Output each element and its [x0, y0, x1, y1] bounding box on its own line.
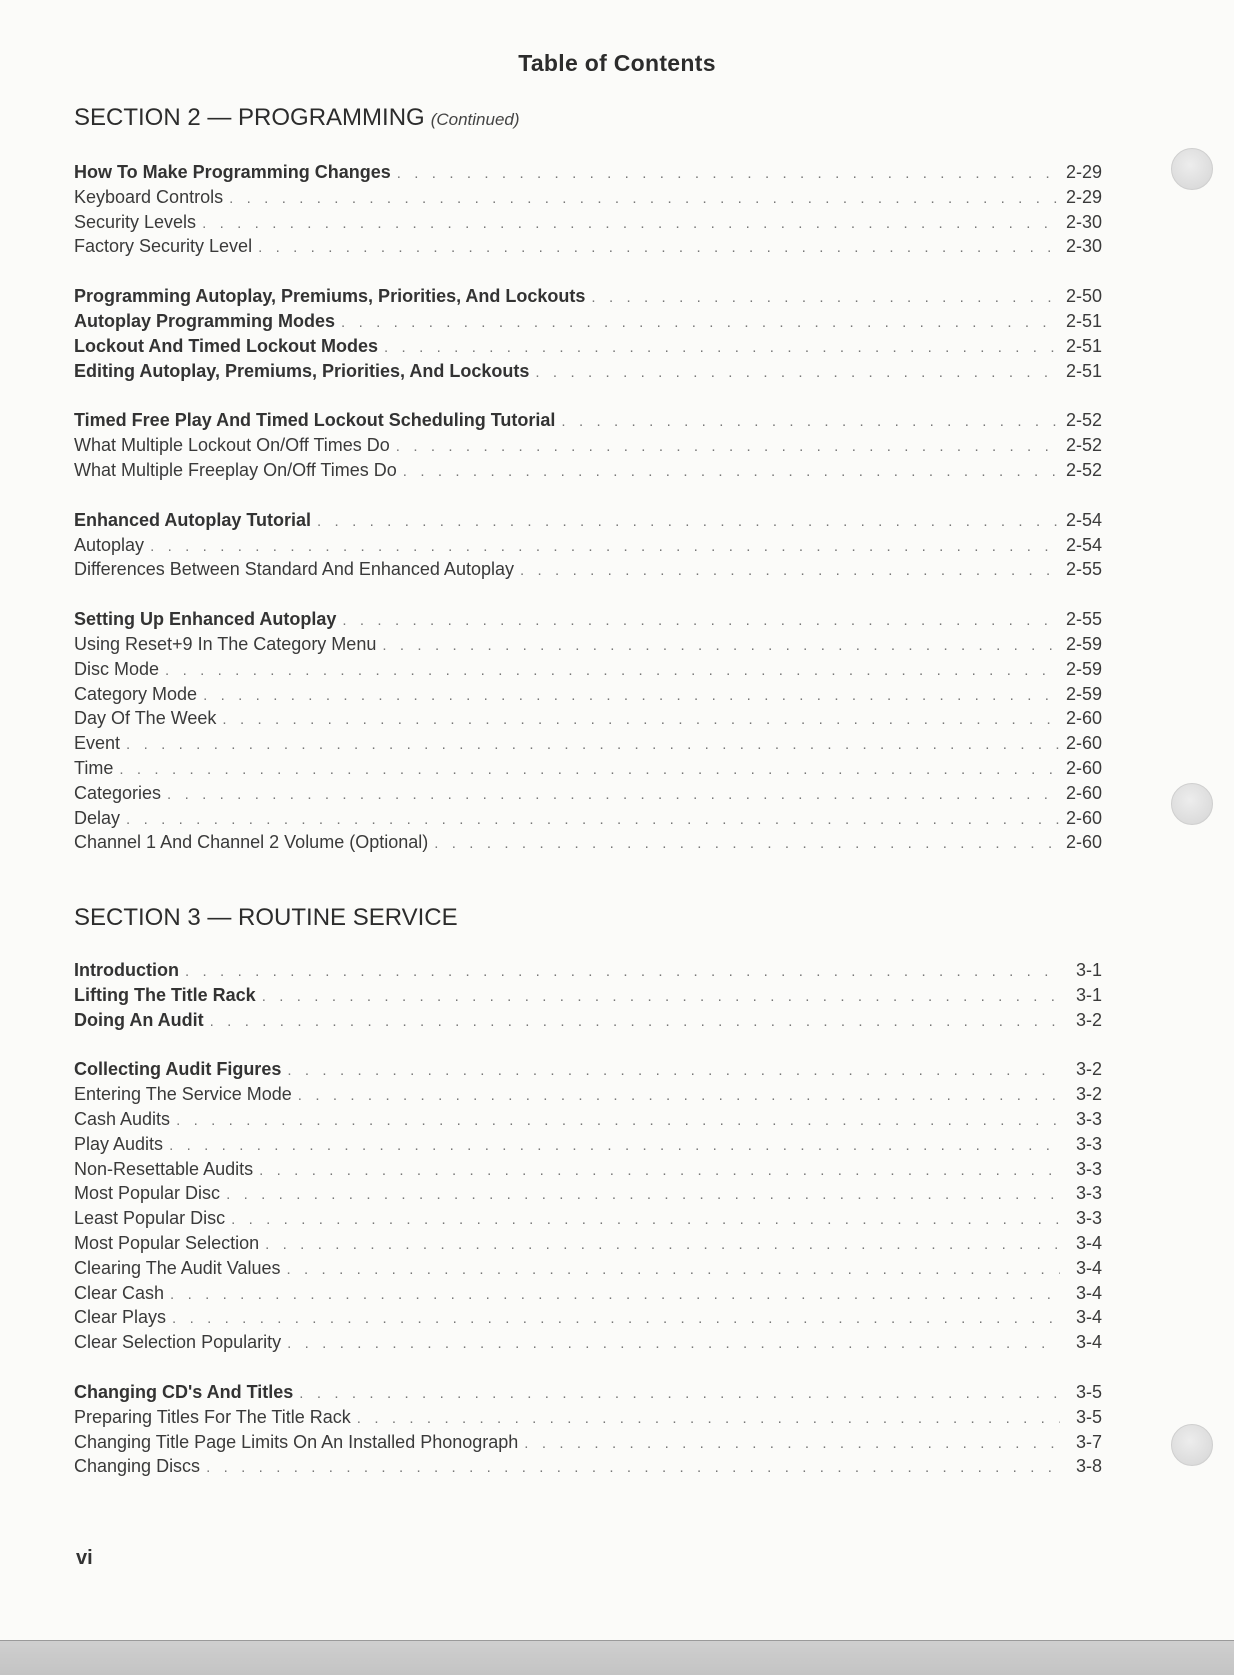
toc-entry-label: Event: [74, 733, 121, 754]
toc-entry-page: 3-4: [1075, 1232, 1102, 1253]
toc-entry-page: 2-55: [1065, 609, 1102, 630]
toc-entry-page: 2-55: [1065, 559, 1102, 580]
dot-leader: [229, 187, 1060, 212]
toc-entry-label: Channel 1 And Channel 2 Volume (Optional): [74, 832, 429, 853]
toc-entry[interactable]: [74, 160, 1102, 185]
toc-entry-label: Non-Resettable Audits: [74, 1158, 254, 1179]
dot-leader: [206, 1456, 1060, 1481]
dot-leader: [434, 832, 1060, 857]
toc-entry-label: What Multiple Lockout On/Off Times Do: [74, 435, 390, 456]
dot-leader: [165, 659, 1060, 684]
toc-group: [74, 958, 1102, 1032]
toc-group: [74, 1380, 1102, 1479]
toc-entry-page: 2-52: [1065, 459, 1102, 480]
toc-entry-label: Editing Autoplay, Premiums, Priorities, And Lockouts: [74, 360, 530, 381]
toc-entry-label: Preparing Titles For The Title Rack: [74, 1406, 351, 1427]
toc-entry-page: 3-2: [1075, 1084, 1102, 1105]
dot-leader: [384, 336, 1060, 361]
dot-leader: [262, 985, 1060, 1010]
toc-entry[interactable]: [74, 408, 1102, 433]
toc-entry[interactable]: [74, 1281, 1102, 1306]
toc-entry[interactable]: [74, 210, 1102, 235]
toc-entry[interactable]: [74, 1157, 1102, 1182]
toc-entry-label: Programming Autoplay, Premiums, Priorities, And Lockouts: [74, 286, 586, 307]
toc-entry[interactable]: [74, 1008, 1102, 1033]
toc-group: [74, 408, 1102, 482]
dot-leader: [591, 286, 1060, 311]
dot-leader: [202, 212, 1060, 237]
dot-leader: [341, 311, 1060, 336]
toc-entry[interactable]: [74, 433, 1102, 458]
toc-entry-page: 2-52: [1065, 435, 1102, 456]
toc-entry[interactable]: [74, 1430, 1102, 1455]
toc-entry-label: Clear Cash: [74, 1282, 165, 1303]
punch-hole-bottom: [1171, 1424, 1213, 1466]
toc-entry[interactable]: [74, 657, 1102, 682]
dot-leader: [126, 733, 1060, 758]
toc-entry[interactable]: [74, 983, 1102, 1008]
toc-entry-label: Changing Discs: [74, 1456, 201, 1477]
dot-leader: [342, 609, 1060, 634]
toc-group: [74, 1057, 1102, 1355]
toc-entry-label: Time: [74, 757, 114, 778]
toc-entry[interactable]: [74, 1132, 1102, 1157]
toc-entry-page: 2-59: [1065, 633, 1102, 654]
toc-entry[interactable]: [74, 1405, 1102, 1430]
section-3-toc: [74, 958, 1102, 1504]
section-3-title: SECTION 3 — ROUTINE SERVICE: [74, 904, 458, 931]
toc-entry-page: 3-3: [1075, 1183, 1102, 1204]
dot-leader: [203, 684, 1060, 709]
toc-entry[interactable]: [74, 458, 1102, 483]
toc-entry-page: 3-5: [1075, 1381, 1102, 1402]
dot-leader: [286, 1258, 1060, 1283]
toc-entry-label: Clear Selection Popularity: [74, 1332, 282, 1353]
toc-entry[interactable]: [74, 632, 1102, 657]
toc-entry-page: 2-60: [1065, 757, 1102, 778]
toc-entry-page: 2-52: [1065, 410, 1102, 431]
toc-entry-page: 3-3: [1075, 1158, 1102, 1179]
page-number: vi: [76, 1547, 93, 1569]
toc-entry[interactable]: [74, 1330, 1102, 1355]
toc-entry[interactable]: [74, 185, 1102, 210]
toc-entry-label: Changing Title Page Limits On An Installed Phonograph: [74, 1431, 519, 1452]
toc-entry[interactable]: [74, 1107, 1102, 1132]
toc-entry[interactable]: [74, 706, 1102, 731]
toc-entry-page: 2-60: [1065, 832, 1102, 853]
toc-entry[interactable]: [74, 1082, 1102, 1107]
dot-leader: [317, 510, 1060, 535]
toc-entry-label: Disc Mode: [74, 658, 160, 679]
toc-entry-page: 3-4: [1075, 1257, 1102, 1278]
toc-entry-page: 3-1: [1075, 984, 1102, 1005]
toc-entry-label: Delay: [74, 807, 121, 828]
section-2-title: SECTION 2 — PROGRAMMING: [74, 104, 425, 131]
toc-entry-label: Autoplay: [74, 534, 145, 555]
toc-entry-label: Entering The Service Mode: [74, 1084, 292, 1105]
dot-leader: [357, 1407, 1060, 1432]
toc-group: [74, 284, 1102, 383]
toc-group: [74, 160, 1102, 259]
toc-entry-page: 3-3: [1075, 1208, 1102, 1229]
dot-leader: [119, 758, 1060, 783]
dot-leader: [172, 1307, 1060, 1332]
toc-entry[interactable]: [74, 731, 1102, 756]
toc-entry-page: 3-4: [1075, 1307, 1102, 1328]
toc-entry-label: Cash Audits: [74, 1108, 171, 1129]
toc-entry-label: Lifting The Title Rack: [74, 984, 256, 1005]
dot-leader: [150, 535, 1060, 560]
toc-entry-label: Least Popular Disc: [74, 1208, 226, 1229]
toc-entry-label: How To Make Programming Changes: [74, 162, 391, 182]
toc-entry[interactable]: [74, 234, 1102, 259]
dot-leader: [382, 634, 1060, 659]
toc-entry-label: Clearing The Audit Values: [74, 1257, 281, 1278]
toc-entry-label: Day Of The Week: [74, 708, 217, 729]
toc-entry-page: 3-1: [1075, 960, 1102, 980]
toc-entry[interactable]: [74, 334, 1102, 359]
dot-leader: [403, 460, 1060, 485]
toc-entry-label: Autoplay Programming Modes: [74, 310, 336, 331]
dot-leader: [231, 1208, 1060, 1233]
page-title: Table of Contents: [518, 50, 716, 76]
section-2-toc: [74, 160, 1102, 880]
toc-entry-label: Clear Plays: [74, 1307, 167, 1328]
toc-entry-label: Categories: [74, 782, 162, 803]
section-3-heading: [74, 904, 458, 932]
toc-entry-label: Collecting Audit Figures: [74, 1059, 282, 1080]
toc-entry-label: Changing CD's And Titles: [74, 1381, 294, 1402]
toc-entry-label: Doing An Audit: [74, 1009, 204, 1030]
toc-entry-page: 3-3: [1075, 1108, 1102, 1129]
toc-entry-page: 2-50: [1065, 286, 1102, 307]
dot-leader: [210, 1010, 1060, 1035]
dot-leader: [287, 1332, 1060, 1357]
toc-entry-page: 2-60: [1065, 733, 1102, 754]
dot-leader: [176, 1109, 1060, 1134]
toc-entry-label: Keyboard Controls: [74, 186, 224, 207]
toc-entry-label: Enhanced Autoplay Tutorial: [74, 509, 312, 530]
toc-entry[interactable]: [74, 958, 1102, 983]
toc-entry[interactable]: [74, 284, 1102, 309]
toc-entry-page: 2-59: [1065, 683, 1102, 704]
dot-leader: [298, 1084, 1060, 1109]
toc-entry-label: Timed Free Play And Timed Lockout Scheduling Tutorial: [74, 410, 556, 431]
dot-leader: [170, 1283, 1060, 1308]
toc-entry-label: Differences Between Standard And Enhanced Autoplay: [74, 559, 514, 580]
dot-leader: [167, 783, 1060, 808]
toc-entry[interactable]: [74, 1256, 1102, 1281]
toc-entry[interactable]: [74, 1305, 1102, 1330]
toc-entry-page: 2-29: [1065, 162, 1102, 182]
toc-entry-page: 2-30: [1065, 236, 1102, 257]
toc-entry-page: 3-7: [1075, 1431, 1102, 1452]
dot-leader: [169, 1134, 1060, 1159]
toc-group: [74, 607, 1102, 855]
dot-leader: [397, 162, 1060, 187]
dot-leader: [287, 1059, 1060, 1084]
toc-entry-page: 3-3: [1075, 1133, 1102, 1154]
dot-leader: [520, 559, 1060, 584]
toc-entry-label: Introduction: [74, 960, 179, 980]
toc-entry[interactable]: [74, 1454, 1102, 1479]
toc-entry-label: What Multiple Freeplay On/Off Times Do: [74, 459, 397, 480]
toc-entry-page: 2-60: [1065, 782, 1102, 803]
toc-entry-page: 2-59: [1065, 658, 1102, 679]
dot-leader: [258, 236, 1060, 261]
toc-entry[interactable]: [74, 756, 1102, 781]
dot-leader: [396, 435, 1060, 460]
toc-entry-page: 2-54: [1065, 534, 1102, 555]
toc-entry-page: 2-60: [1065, 708, 1102, 729]
section-2-heading: [74, 104, 520, 132]
toc-entry-page: 3-2: [1075, 1009, 1102, 1030]
dot-leader: [222, 708, 1060, 733]
toc-entry[interactable]: [74, 682, 1102, 707]
toc-entry-page: 2-51: [1065, 310, 1102, 331]
dot-leader: [259, 1159, 1060, 1184]
toc-entry-label: Most Popular Selection: [74, 1232, 260, 1253]
toc-entry[interactable]: [74, 1380, 1102, 1405]
toc-entry[interactable]: [74, 607, 1102, 632]
toc-entry-page: 2-51: [1065, 335, 1102, 356]
toc-entry-label: Most Popular Disc: [74, 1183, 221, 1204]
toc-entry-page: 3-2: [1075, 1059, 1102, 1080]
toc-entry-page: 3-4: [1075, 1282, 1102, 1303]
toc-entry[interactable]: [74, 533, 1102, 558]
toc-entry[interactable]: [74, 1181, 1102, 1206]
toc-entry-page: 3-8: [1075, 1456, 1102, 1477]
dot-leader: [226, 1183, 1060, 1208]
toc-entry[interactable]: [74, 309, 1102, 334]
toc-entry[interactable]: [74, 557, 1102, 582]
toc-entry-page: 2-51: [1065, 360, 1102, 381]
dot-leader: [265, 1233, 1060, 1258]
dot-leader: [561, 410, 1060, 435]
dot-leader: [299, 1382, 1060, 1407]
toc-entry-page: 2-30: [1065, 211, 1102, 232]
toc-entry-label: Lockout And Timed Lockout Modes: [74, 335, 379, 356]
toc-entry-label: Play Audits: [74, 1133, 164, 1154]
dot-leader: [126, 808, 1060, 833]
punch-hole-top: [1171, 148, 1213, 190]
section-2-continued-note: (Continued): [430, 110, 520, 129]
dot-leader: [535, 361, 1060, 386]
toc-entry-page: 2-29: [1065, 186, 1102, 207]
toc-entry-page: 3-5: [1075, 1406, 1102, 1427]
toc-entry[interactable]: [74, 781, 1102, 806]
punch-hole-middle: [1171, 783, 1213, 825]
toc-entry[interactable]: [74, 508, 1102, 533]
toc-entry-label: Using Reset+9 In The Category Menu: [74, 633, 377, 654]
toc-entry[interactable]: [74, 359, 1102, 384]
toc-entry[interactable]: [74, 1206, 1102, 1231]
toc-entry-page: 2-60: [1065, 807, 1102, 828]
toc-entry[interactable]: [74, 1231, 1102, 1256]
scan-bottom-edge: [0, 1640, 1234, 1675]
toc-entry-label: Setting Up Enhanced Autoplay: [74, 609, 337, 630]
toc-entry-label: Factory Security Level: [74, 236, 253, 257]
toc-group: [74, 508, 1102, 582]
toc-entry-label: Category Mode: [74, 683, 198, 704]
toc-entry[interactable]: [74, 1057, 1102, 1082]
toc-entry-page: 3-4: [1075, 1332, 1102, 1353]
toc-entry[interactable]: [74, 806, 1102, 831]
toc-entry-label: Security Levels: [74, 211, 197, 232]
toc-entry[interactable]: [74, 830, 1102, 855]
dot-leader: [185, 960, 1060, 985]
dot-leader: [524, 1432, 1060, 1457]
toc-entry-page: 2-54: [1065, 509, 1102, 530]
